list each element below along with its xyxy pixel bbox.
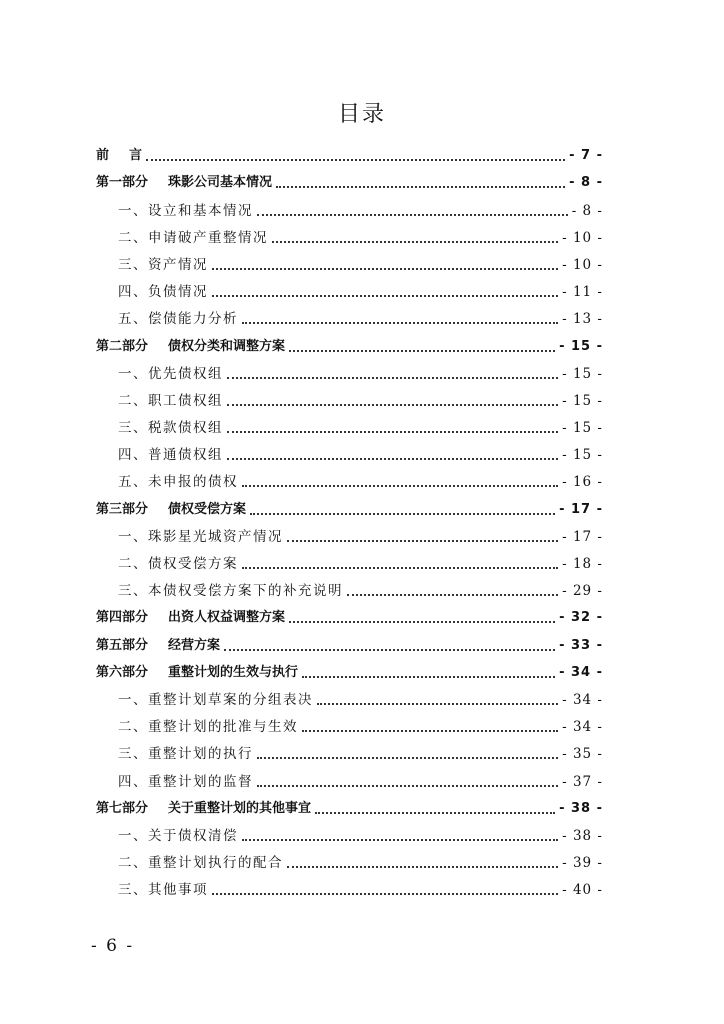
toc-entry-page-number: - 8 - (569, 175, 603, 191)
toc-entry-label (118, 529, 283, 545)
toc-entry-label (118, 692, 313, 708)
toc-entry-page-number: - 13 - (562, 311, 603, 328)
toc-section-entry[interactable] (96, 137, 603, 164)
toc-subsection-entry[interactable] (96, 844, 603, 871)
toc-subsection-entry[interactable] (96, 246, 603, 273)
toc-entry-label (118, 855, 283, 871)
toc-entry-label (118, 447, 223, 463)
toc-entry-page-number: - 15 - (562, 365, 603, 382)
toc-dot-leader (257, 757, 558, 759)
toc-entry-label (118, 774, 253, 790)
toc-entry-page-number: - 29 - (562, 583, 603, 600)
toc-entry-label (118, 230, 268, 246)
toc-entry-title: 关于重整计划的其他事宜 (168, 800, 312, 816)
toc-entry-page-number: - 18 - (562, 556, 603, 572)
toc-entry-page-number: - 17 - (559, 501, 603, 517)
toc-dot-leader (347, 594, 558, 596)
toc-subsection-entry[interactable] (96, 191, 603, 218)
toc-entry-label (118, 366, 223, 382)
toc-entry-page-number: - 34 - (562, 691, 603, 708)
toc-entry-title: 二、债权受偿方案 (118, 556, 238, 572)
toc-dot-leader (227, 404, 558, 406)
toc-dot-leader (242, 485, 558, 487)
toc-entry-part-number: 第七部分 (96, 800, 149, 816)
toc-section-entry[interactable] (96, 599, 603, 626)
toc-entry-label (118, 393, 223, 409)
toc-dot-leader (289, 350, 555, 352)
toc-entry-page-number: - 10 - (562, 256, 603, 273)
toc-dot-leader (227, 431, 558, 433)
toc-entry-part-number: 第六部分 (96, 664, 149, 680)
toc-entry-part-number: 第五部分 (96, 637, 149, 653)
toc-entry-label (118, 203, 253, 219)
toc-entry-title: 二、重整计划的批准与生效 (118, 719, 298, 736)
toc-dot-leader (212, 268, 558, 270)
toc-entry-title: 一、重整计划草案的分组表决 (118, 691, 313, 708)
toc-entry-part-number: 第一部分 (96, 175, 149, 191)
toc-dot-leader (242, 839, 558, 841)
toc-entry-page-number: - 32 - (559, 610, 603, 626)
toc-subsection-entry[interactable] (96, 545, 603, 572)
toc-entry-title: 出资人权益调整方案 (168, 610, 286, 626)
toc-subsection-entry[interactable] (96, 708, 603, 735)
page-title: 目录 (337, 102, 386, 127)
toc-entry-page-number: - 38 - (562, 827, 603, 844)
toc-entry-page-number: - 10 - (562, 229, 603, 246)
page-number: - 6 - (91, 936, 135, 956)
toc-entry-part-number: 前 (96, 148, 110, 164)
toc-subsection-entry[interactable] (96, 762, 603, 789)
toc-dot-leader (227, 377, 558, 379)
toc-entry-label (96, 148, 142, 164)
toc-dot-leader (287, 540, 558, 542)
toc-entry-label (96, 610, 285, 626)
toc-entry-title: 三、税款债权组 (118, 420, 223, 437)
toc-entry-label (118, 474, 238, 490)
toc-dot-leader (146, 159, 565, 161)
toc-entry-page-number: - 7 - (569, 148, 603, 164)
toc-entry-label (118, 257, 208, 273)
toc-entry-page-number: - 37 - (562, 773, 603, 790)
toc-entry-label (118, 583, 343, 599)
toc-entry-page-number: - 8 - (571, 202, 603, 219)
toc-entry-title: 一、珠影星光城资产情况 (118, 528, 283, 545)
toc-entry-title: 经营方案 (168, 637, 221, 653)
toc-dot-leader (315, 812, 555, 814)
toc-entry-title: 四、普通债权组 (118, 447, 223, 464)
toc-entry-label (96, 175, 272, 191)
toc-entry-label (118, 284, 208, 300)
toc-dot-leader (276, 186, 565, 188)
toc-entry-label (96, 801, 311, 817)
toc-entry-label (118, 746, 253, 762)
toc-subsection-entry[interactable] (96, 436, 603, 463)
toc-entry-label (118, 556, 238, 572)
toc-dot-leader (302, 676, 555, 678)
toc-entry-title: 四、负债情况 (118, 284, 208, 301)
toc-dot-leader (317, 703, 558, 705)
toc-entry-title: 一、设立和基本情况 (118, 202, 253, 219)
toc-entry-label (96, 665, 298, 681)
toc-entry-title: 二、职工债权组 (118, 392, 223, 409)
toc-entry-page-number: - 34 - (559, 664, 603, 680)
toc-entry-page-number: - 39 - (562, 855, 603, 872)
toc-entry-page-number: - 38 - (559, 800, 603, 816)
toc-entry-page-number: - 17 - (562, 528, 603, 545)
toc-entry-label (96, 638, 220, 654)
toc-entry-title: 重整计划的生效与执行 (168, 664, 299, 680)
toc-entry-title: 言 (129, 148, 143, 164)
toc-subsection-entry[interactable] (96, 463, 603, 490)
toc-entry-part-number: 第四部分 (96, 610, 149, 626)
toc-entry-page-number: - 40 - (562, 882, 603, 899)
toc-dot-leader (212, 893, 558, 895)
toc-dot-leader (302, 730, 558, 732)
toc-entry-label (96, 502, 246, 518)
toc-subsection-entry[interactable] (96, 409, 603, 436)
toc-entry-page-number: - 15 - (562, 447, 603, 464)
toc-entry-title: 珠影公司基本情况 (168, 175, 273, 191)
toc-dot-leader (242, 322, 558, 324)
toc-entry-title: 三、重整计划的执行 (118, 746, 253, 763)
toc-dot-leader (212, 295, 558, 297)
toc-section-entry[interactable] (96, 327, 603, 354)
toc-dot-leader (242, 567, 558, 569)
toc-subsection-entry[interactable] (96, 681, 603, 708)
toc-entry-title: 债权分类和调整方案 (168, 338, 286, 354)
toc-dot-leader (227, 458, 558, 460)
toc-subsection-entry[interactable] (96, 518, 603, 545)
toc-entry-label (118, 311, 238, 327)
toc-dot-leader (250, 513, 555, 515)
toc-dot-leader (287, 866, 558, 868)
toc-entry-page-number: - 15 - (562, 392, 603, 409)
toc-entry-title: 三、本债权受偿方案下的补充说明 (118, 583, 343, 600)
toc-entry-label (96, 339, 285, 355)
toc-subsection-entry[interactable] (96, 871, 603, 898)
toc-entry-label (118, 420, 223, 436)
toc-dot-leader (224, 649, 555, 651)
toc-entry-page-number: - 15 - (562, 420, 603, 437)
toc-section-entry[interactable] (96, 654, 603, 681)
toc-dot-leader (272, 241, 558, 243)
toc-subsection-entry[interactable] (96, 300, 603, 327)
toc-entry-page-number: - 35 - (562, 746, 603, 763)
toc-subsection-entry[interactable] (96, 817, 603, 844)
toc-entry-title: 四、重整计划的监督 (118, 773, 253, 790)
toc-entry-title: 三、资产情况 (118, 256, 208, 273)
toc-entry-title: 五、偿债能力分析 (118, 311, 238, 328)
toc-dot-leader (257, 214, 568, 216)
toc-entry-title: 债权受偿方案 (168, 501, 247, 517)
toc-entry-title: 一、优先债权组 (118, 365, 223, 382)
toc-entry-title: 五、未申报的债权 (118, 474, 238, 491)
toc-subsection-entry[interactable] (96, 273, 603, 300)
toc-entry-page-number: - 16 - (562, 474, 603, 491)
toc-subsection-entry[interactable] (96, 355, 603, 382)
toc-entry-part-number: 第二部分 (96, 338, 149, 354)
table-of-contents (96, 137, 603, 898)
toc-section-entry[interactable] (96, 790, 603, 817)
toc-entry-title: 二、申请破产重整情况 (118, 229, 268, 246)
toc-subsection-entry[interactable] (96, 735, 603, 762)
toc-subsection-entry[interactable] (96, 572, 603, 599)
toc-section-entry[interactable] (96, 490, 603, 517)
toc-entry-page-number: - 34 - (562, 719, 603, 736)
toc-dot-leader (289, 621, 555, 623)
toc-entry-page-number: - 33 - (559, 637, 603, 653)
toc-entry-label (118, 882, 208, 898)
toc-entry-title: 一、关于债权清偿 (118, 827, 238, 844)
toc-subsection-entry[interactable] (96, 219, 603, 246)
toc-section-entry[interactable] (96, 626, 603, 653)
toc-subsection-entry[interactable] (96, 382, 603, 409)
toc-entry-page-number: - 11 - (562, 284, 603, 301)
toc-entry-label (118, 828, 238, 844)
toc-entry-title: 三、其他事项 (118, 882, 208, 899)
toc-section-entry[interactable] (96, 164, 603, 191)
toc-entry-label (118, 719, 298, 735)
toc-dot-leader (257, 785, 558, 787)
toc-entry-title: 二、重整计划执行的配合 (118, 855, 283, 872)
toc-entry-page-number: - 15 - (559, 338, 603, 354)
toc-entry-part-number: 第三部分 (96, 501, 149, 517)
